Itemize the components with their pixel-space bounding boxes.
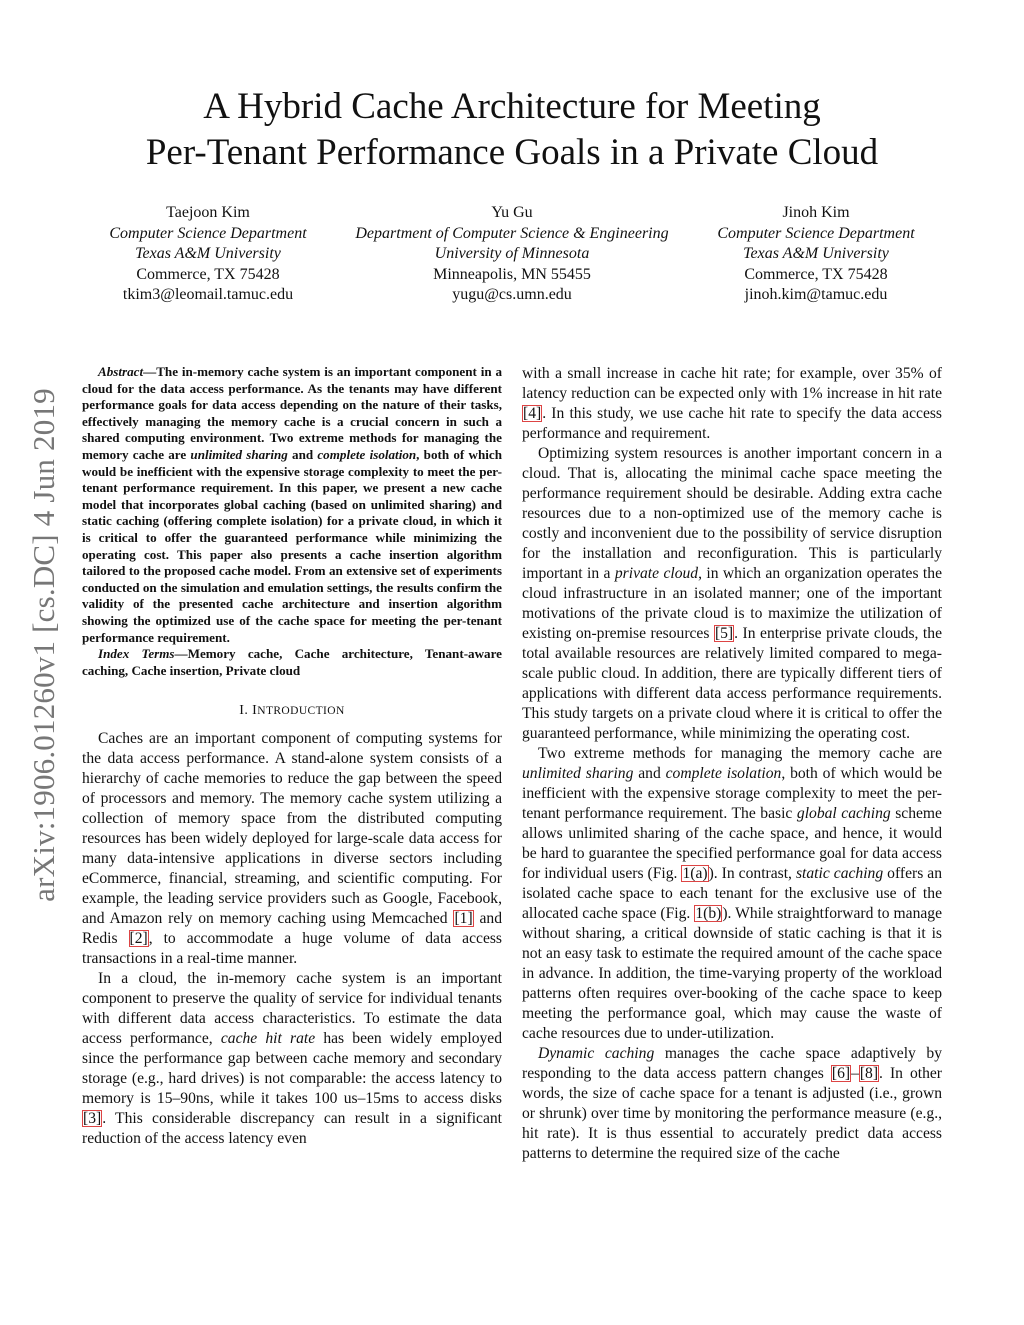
citation-link[interactable]: [5] — [714, 625, 734, 642]
author-dept: Computer Science Department — [717, 224, 915, 242]
paragraph-5 — [522, 1044, 942, 1164]
text: and Redis — [82, 910, 502, 948]
text: Optimizing system resources is another important concern in a cloud. That is, allocating the minimal cache space meeting the performance requirement should be desirable. Adding extra cache resources due to a non-optimized use of the memory cache is costly and inconvenient due to the possibility of service disruption for the installation and reconfiguration. This is particularly important in a — [522, 445, 942, 582]
emph: complete isolation — [665, 765, 782, 782]
emph: global caching — [796, 805, 891, 822]
text: . This considerable discrepancy can result in a significant reduction of the access latency even — [82, 1110, 502, 1148]
paragraph-4 — [522, 744, 942, 1044]
text: and — [633, 765, 666, 782]
author-name: Yu Gu — [491, 204, 533, 221]
author-dept: Computer Science Department — [109, 224, 307, 242]
left-column — [82, 364, 502, 1149]
text: ). In contrast, — [708, 865, 796, 882]
figure-link[interactable]: 1(a) — [682, 865, 708, 882]
abstract-emph: complete isolation — [317, 446, 417, 462]
emph: cache hit rate — [220, 1030, 316, 1048]
text: Two extreme methods for managing the memory cache are — [538, 745, 942, 762]
author-name: Taejoon Kim — [166, 204, 250, 221]
abstract-label: Abstract — [98, 364, 144, 379]
paragraph-3 — [522, 444, 942, 744]
author-univ: University of Minnesota — [434, 245, 590, 262]
author-city: Commerce, TX 75428 — [744, 265, 888, 283]
text: scheme allows unlimited sharing of the cache space, and hence, it would be hard to guarantee the specified performance goal for data access for individual users (Fig. — [522, 805, 942, 882]
section-title: NTRODUCTION — [257, 705, 345, 718]
paragraph-2-continued — [522, 364, 942, 444]
text: , in which an organization operates the cloud infrastructure in an isolated manner; one of the important motivations of the private cloud is to maximize the utilization of existing on-premise resources — [522, 565, 942, 642]
author-univ: Texas A&M University — [743, 245, 889, 262]
author-block-2 — [330, 203, 694, 306]
text: manages the cache space adaptively by responding to the data access pattern changes — [522, 1045, 942, 1082]
author-name: Jinoh Kim — [782, 204, 850, 221]
citation-link[interactable]: [6] — [831, 1065, 851, 1082]
citation-link[interactable]: [4] — [523, 405, 542, 422]
title-line-2: Per-Tenant Performance Goals in a Private Cloud — [145, 132, 879, 173]
author-univ: Texas A&M University — [135, 245, 281, 262]
abstract-text: and — [287, 446, 318, 462]
author-block-1 — [92, 203, 324, 306]
text: ). While straightforward to manage without sharing, a critical downside of static caching is that it is not an easy task to estimate the required amount of the cache space in advance. In addition, the time-varying property of the workload patterns often requires over-booking of the cache space to keep meeting the performance goal, which may cause the waste of cache resources due to under-utilization. — [522, 905, 943, 1042]
paragraph-1 — [82, 729, 502, 969]
paragraph-2 — [82, 969, 502, 1149]
author-email[interactable]: jinoh.kim@tamuc.edu — [744, 286, 888, 303]
text: , both of which would be inefficient with the expensive storage complexity to meet the per-tenant performance requirement. The basic — [522, 765, 942, 822]
citation-link[interactable]: [2] — [129, 930, 148, 948]
emph: unlimited sharing — [522, 765, 634, 782]
text: In a cloud, the in-memory cache system is an important component to preserve the quality of service for individual tenants with different data access characteristics. To estimate the data access performance, — [82, 970, 502, 1048]
author-city: Minneapolis, MN 55455 — [433, 265, 591, 283]
arxiv-stamp: arXiv:1906.01260v1 [cs.DC] 4 Jun 2019 — [26, 388, 61, 902]
text: . In this study, we use cache hit rate to specify the data access performance and requirement. — [522, 405, 942, 442]
abstract-emph: unlimited sharing — [190, 446, 288, 462]
text: , to accommodate a huge volume of data access transactions in a real-time manner. — [82, 930, 503, 968]
text: – — [851, 1065, 859, 1082]
citation-link[interactable]: [8] — [859, 1065, 879, 1082]
right-column — [522, 364, 942, 1164]
section-number: I. I — [239, 703, 258, 719]
text: . In other words, the size of cache space for a tenant is adjusted (i.e., grown or shrunk) over time by monitoring the performance measure (e.g., hit rate). It is thus essential to accurately predict data access patterns to determine the required size of the cache — [522, 1065, 942, 1162]
index-terms-label: Index Terms — [98, 646, 175, 662]
author-city: Commerce, TX 75428 — [136, 265, 280, 283]
index-terms-text: —Memory cache, Cache architecture, Tenant-aware caching, Cache insertion, Private cloud — [82, 646, 502, 678]
author-email[interactable]: tkim3@leomail.tamuc.edu — [122, 286, 294, 303]
emph: private cloud — [614, 565, 699, 582]
abstract-text: , both of which would be inefficient with the expensive storage complexity to meet the per-tenant performance requirement. In this paper, we present a new cache model that incorporates global caching (based on unlimited sharing) and static caching (offering complete isolation) for a private cloud, in which it is critical to offer the guaranteed performance while minimizing the operating cost. This paper also presents a cache insertion algorithm tailored to the proposed cache model. From an extensive set of experiments conducted on the simulation and emulation settings, the results confirm the validity of the presented cache architecture and insertion algorithm showing the optimized use of the cache space for meeting the per-tenant performance requirement. — [82, 446, 502, 645]
paper-title — [60, 84, 964, 176]
index-terms — [82, 646, 502, 679]
section-heading — [82, 701, 502, 721]
author-email[interactable]: yugu@cs.umn.edu — [452, 286, 572, 303]
citation-link[interactable]: [3] — [83, 1110, 102, 1128]
text: offers an isolated cache space to each tenant for the exclusive use of the allocated cache space (Fig. — [522, 865, 943, 922]
citation-link[interactable]: [1] — [454, 910, 473, 928]
text: Caches are an important component of computing systems for the data access performance. A stand-alone system consists of a hierarchy of cache memories to reduce the gap between the speed of processors and memory. The memory cache system utilizing a collection of memory space from the distributed computing resources has been widely deployed for large-scale data access for many data-intensive applications in diverse sectors including eCommerce, financial, streaming, and scientific computing. For example, the leading service providers such as Google, Facebook, and Amazon rely on memory caching using Memcached — [82, 730, 502, 928]
emph: static caching — [795, 865, 884, 882]
emph: Dynamic caching — [538, 1045, 655, 1062]
figure-link[interactable]: 1(b) — [695, 905, 722, 922]
text: . In enterprise private clouds, the total available resources are relatively limited compared to mega-scale public cloud. In addition, there are typically different tiers of applications with different data access performance requirements. This study targets on a private cloud where it is critical to offer the guaranteed performance, while minimizing the operating cost. — [522, 625, 942, 742]
text: has been widely employed since the performance gap between cache memory and secondary storage (e.g., hard drives) is not comparable: the access latency to memory is 15–90ns, while it takes 100 us–15ms to access disks — [82, 1030, 502, 1108]
author-dept: Department of Computer Science & Engineering — [355, 224, 669, 242]
abstract-text: —The in-memory cache system is an important component in a cloud for the data access performance. As the tenants may have different performance goals for data access depending on the nature of their tasks, effectively managing the memory cache is a crucial concern in such a shared computing environment. Two extreme methods for managing the memory cache are — [82, 364, 502, 462]
author-block-3 — [700, 203, 932, 306]
abstract — [82, 364, 502, 646]
text: with a small increase in cache hit rate; for example, over 35% of latency reduction can be expected only with 1% increase in hit rate — [522, 365, 942, 402]
title-line-1: A Hybrid Cache Architecture for Meeting — [203, 86, 821, 127]
